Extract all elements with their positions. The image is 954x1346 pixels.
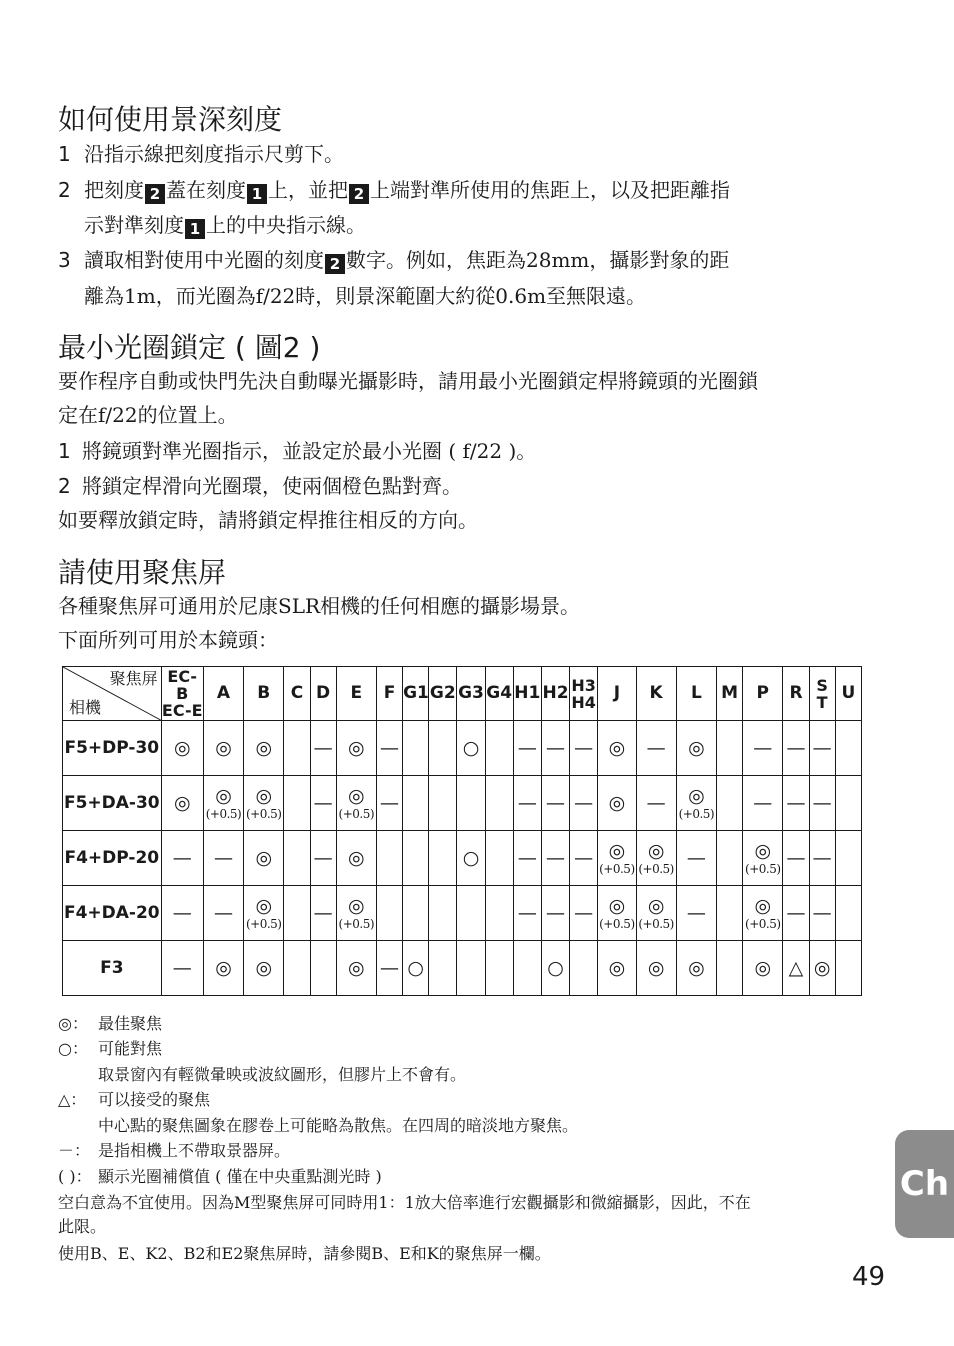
- column-header-label: H4: [571, 692, 596, 712]
- column-header: [457, 667, 485, 721]
- column-header-label: K: [649, 683, 663, 703]
- legend-text: 中心點的聚焦圖象在膠卷上可能略為散焦。在四周的暗淡地方聚焦。: [98, 1116, 579, 1135]
- compatibility-cell: [676, 776, 716, 831]
- compatibility-cell: [676, 886, 716, 941]
- compatibility-cell: [161, 721, 203, 776]
- table-row: [63, 886, 862, 941]
- compatibility-symbol: —: [812, 901, 832, 924]
- compatibility-cell: [676, 721, 716, 776]
- compatibility-symbol: ○: [547, 956, 564, 979]
- step-text-continued: 示對準刻度 1 上的中央指示線。: [84, 213, 366, 238]
- compatibility-symbol: ○: [462, 846, 480, 869]
- compatibility-cell: [336, 776, 376, 831]
- compatibility-cell: [403, 776, 429, 831]
- compatibility-symbol: ◎: [608, 736, 626, 759]
- table-row: [63, 831, 862, 886]
- compatibility-cell: [203, 886, 243, 941]
- column-header-label: G2: [429, 683, 456, 703]
- compatibility-symbol: —: [786, 846, 806, 869]
- compatibility-cell: [717, 721, 743, 776]
- compatibility-cell: [336, 721, 376, 776]
- column-header-label: S: [816, 675, 828, 695]
- compatibility-symbol: ◎: [608, 956, 626, 979]
- compatibility-cell: [513, 941, 541, 996]
- compatibility-cell: [835, 941, 861, 996]
- compatibility-cell: [457, 886, 485, 941]
- section-heading-min-aperture-lock: 最小光圈鎖定 ( 圖2 ): [58, 331, 321, 364]
- table-header-row: [63, 667, 862, 721]
- compatibility-cell: [161, 886, 203, 941]
- compatibility-cell: [284, 886, 310, 941]
- compatibility-symbol: —: [172, 901, 192, 924]
- section-heading-depth-of-field: 如何使用景深刻度: [58, 103, 283, 136]
- column-header: [783, 667, 809, 721]
- column-header-label: L: [690, 683, 702, 703]
- compatibility-cell: [676, 831, 716, 886]
- compatibility-cell: [598, 831, 636, 886]
- compatibility-cell: [485, 721, 513, 776]
- legend-symbol: ◎：: [58, 1014, 88, 1033]
- compatibility-symbol: ◎: [255, 736, 273, 759]
- compatibility-symbol: —: [646, 791, 666, 814]
- compatibility-cell: [284, 941, 310, 996]
- column-header-label: G3: [458, 683, 484, 703]
- compatibility-symbol: —: [812, 736, 832, 759]
- compatibility-symbol: ◎: [348, 894, 365, 917]
- compatibility-cell: [336, 831, 376, 886]
- step-text: 把刻度 2 蓋在刻度 1 上，並把 2 上端對準所使用的焦距上，以及把距離指: [84, 178, 730, 203]
- compatibility-symbol: —: [812, 791, 832, 814]
- column-header-label: A: [216, 683, 231, 703]
- step-number: 2: [58, 474, 71, 498]
- compatibility-cell: [809, 831, 835, 886]
- column-header: [203, 667, 243, 721]
- compatibility-symbol: —: [380, 956, 399, 979]
- aperture-compensation: (+0.5): [338, 916, 375, 931]
- scale-2-badge: 2: [325, 254, 345, 274]
- column-header: [598, 667, 636, 721]
- compatibility-cell: [376, 831, 402, 886]
- compatibility-symbol: —: [574, 901, 594, 924]
- compatibility-symbol: —: [213, 846, 233, 869]
- compatibility-cell: [485, 941, 513, 996]
- compatibility-symbol: ◎: [608, 791, 626, 814]
- compatibility-cell: [457, 941, 485, 996]
- compatibility-cell: [244, 941, 284, 996]
- column-header: [310, 667, 336, 721]
- aperture-compensation: (+0.5): [599, 861, 635, 876]
- compatibility-symbol: —: [546, 901, 565, 924]
- column-header-label: G1: [403, 683, 429, 703]
- compatibility-symbol: —: [517, 736, 537, 759]
- compatibility-symbol: —: [646, 736, 666, 759]
- compatibility-cell: [244, 721, 284, 776]
- aperture-compensation: (+0.5): [338, 806, 375, 821]
- compatibility-cell: [403, 886, 429, 941]
- column-header: [161, 667, 203, 721]
- legend-text: 最佳聚焦: [98, 1014, 163, 1033]
- compatibility-symbol: ○: [462, 736, 480, 759]
- compatibility-cell: [809, 721, 835, 776]
- compatibility-symbol: —: [172, 956, 192, 979]
- page-number: 49: [852, 1262, 886, 1292]
- compatibility-symbol: ◎: [754, 894, 772, 917]
- compatibility-symbol: ◎: [255, 846, 273, 869]
- compatibility-cell: [310, 721, 336, 776]
- column-header-label: H2: [542, 683, 569, 703]
- column-header-label: H1: [514, 683, 541, 703]
- compatibility-cell: [203, 941, 243, 996]
- paragraph: 定在f/22的位置上。: [58, 403, 238, 427]
- compatibility-cell: [203, 721, 243, 776]
- compatibility-cell: [541, 776, 569, 831]
- column-header: [743, 667, 783, 721]
- step-number: 2: [58, 178, 71, 202]
- compatibility-cell: [570, 776, 598, 831]
- compatibility-symbol: —: [517, 846, 537, 869]
- step-text: 將鏡頭對準光圈指示，並設定於最小光圈 ( f/22 )。: [82, 439, 537, 463]
- compatibility-symbol: ◎: [608, 894, 626, 917]
- compatibility-symbol: ◎: [348, 846, 365, 869]
- compatibility-cell: [161, 776, 203, 831]
- compatibility-cell: [457, 776, 485, 831]
- compatibility-cell: [457, 831, 485, 886]
- compatibility-symbol: —: [574, 846, 594, 869]
- compatibility-cell: [835, 831, 861, 886]
- compatibility-cell: [203, 831, 243, 886]
- compatibility-symbol: ◎: [255, 784, 273, 807]
- compatibility-cell: [717, 886, 743, 941]
- paragraph: 各種聚焦屏可通用於尼康SLR相機的任何相應的攝影場景。: [58, 594, 581, 618]
- compatibility-cell: [783, 831, 809, 886]
- column-header: [376, 667, 402, 721]
- compatibility-symbol: ◎: [348, 736, 365, 759]
- compatibility-cell: [743, 886, 783, 941]
- compatibility-symbol: —: [313, 736, 333, 759]
- compatibility-cell: [513, 831, 541, 886]
- compatibility-cell: [513, 721, 541, 776]
- paragraph: 下面所列可用於本鏡頭：: [58, 628, 278, 652]
- compatibility-cell: [429, 886, 457, 941]
- note-text: 使用B、E、K2、B2和E2聚焦屏時，請參閱B、E和K的聚焦屏一欄。: [58, 1244, 551, 1263]
- compatibility-symbol: ◎: [754, 956, 772, 979]
- focusing-screen-table: [62, 666, 862, 996]
- compatibility-cell: [783, 941, 809, 996]
- note-text: 此限。: [58, 1217, 107, 1236]
- paragraph: 如要釋放鎖定時，請將鎖定桿推往相反的方向。: [58, 508, 478, 532]
- paragraph: 要作程序自動或快門先決自動曝光攝影時，請用最小光圈鎖定桿將鏡頭的光圈鎖: [58, 369, 758, 393]
- compatibility-cell: [717, 776, 743, 831]
- aperture-compensation: (+0.5): [745, 916, 781, 931]
- compatibility-cell: [376, 776, 402, 831]
- compatibility-symbol: ◎: [647, 956, 665, 979]
- compatibility-symbol: ◎: [255, 956, 273, 979]
- compatibility-cell: [717, 941, 743, 996]
- step-text-continued: 離為1m，而光圈為f/22時，則景深範圍大約從0.6m至無限遠。: [84, 284, 647, 308]
- compatibility-cell: [598, 776, 636, 831]
- compatibility-cell: [636, 886, 676, 941]
- compatibility-cell: [783, 776, 809, 831]
- compatibility-cell: [403, 941, 429, 996]
- compatibility-symbol: ◎: [173, 736, 191, 759]
- compatibility-symbol: —: [313, 901, 333, 924]
- camera-name: F5+DA-30: [63, 776, 162, 831]
- column-header: [570, 667, 598, 721]
- compatibility-symbol: —: [574, 791, 594, 814]
- compatibility-cell: [513, 886, 541, 941]
- compatibility-symbol: —: [786, 901, 806, 924]
- compatibility-symbol: ◎: [348, 956, 365, 979]
- legend-text: 可能對焦: [98, 1039, 163, 1058]
- table-row: [63, 776, 862, 831]
- column-header: [636, 667, 676, 721]
- compatibility-symbol: ◎: [348, 784, 365, 807]
- aperture-compensation: (+0.5): [745, 861, 781, 876]
- compatibility-cell: [244, 886, 284, 941]
- compatibility-cell: [244, 776, 284, 831]
- column-header-label: U: [841, 683, 856, 703]
- compatibility-cell: [161, 831, 203, 886]
- compatibility-cell: [743, 721, 783, 776]
- aperture-compensation: (+0.5): [678, 806, 715, 821]
- compatibility-symbol: ◎: [215, 784, 232, 807]
- column-header-label: M: [721, 683, 739, 703]
- legend-symbol: ○：: [58, 1039, 88, 1058]
- aperture-compensation: (+0.5): [599, 916, 635, 931]
- compatibility-symbol: —: [546, 846, 565, 869]
- compatibility-cell: [403, 831, 429, 886]
- column-header-label: F: [383, 683, 396, 703]
- compatibility-cell: [717, 831, 743, 886]
- compatibility-cell: [161, 941, 203, 996]
- compatibility-cell: [743, 941, 783, 996]
- compatibility-cell: [336, 886, 376, 941]
- compatibility-symbol: ◎: [647, 839, 665, 862]
- compatibility-cell: [570, 721, 598, 776]
- compatibility-symbol: —: [574, 736, 594, 759]
- compatibility-symbol: ◎: [647, 894, 665, 917]
- compatibility-symbol: ◎: [813, 956, 831, 979]
- note-text: 空白意為不宜使用。因為M型聚焦屏可同時用1：1放大倍率進行宏觀攝影和微縮攝影，因此，不在: [58, 1193, 751, 1212]
- compatibility-cell: [485, 886, 513, 941]
- compatibility-cell: [541, 831, 569, 886]
- column-header: [403, 667, 429, 721]
- compatibility-cell: [284, 776, 310, 831]
- column-header: [244, 667, 284, 721]
- compatibility-cell: [541, 721, 569, 776]
- compatibility-symbol: ◎: [608, 839, 626, 862]
- column-header-label: R: [789, 683, 803, 703]
- compatibility-symbol: —: [753, 736, 773, 759]
- compatibility-symbol: ○: [407, 956, 424, 979]
- column-header: [835, 667, 861, 721]
- scale-2-badge: 2: [145, 184, 165, 204]
- compatibility-cell: [835, 721, 861, 776]
- column-header: [513, 667, 541, 721]
- aperture-compensation: (+0.5): [245, 916, 282, 931]
- compatibility-cell: [429, 941, 457, 996]
- compatibility-symbol: —: [380, 736, 399, 759]
- compatibility-cell: [809, 941, 835, 996]
- compatibility-symbol: ◎: [215, 956, 232, 979]
- compatibility-cell: [783, 886, 809, 941]
- table-row: [63, 941, 862, 996]
- corner-label-camera: 相機: [69, 698, 102, 717]
- compatibility-cell: [376, 941, 402, 996]
- step-number: 3: [58, 248, 71, 272]
- column-header-label: P: [756, 683, 770, 703]
- compatibility-symbol: —: [517, 791, 537, 814]
- compatibility-cell: [376, 886, 402, 941]
- column-header: [429, 667, 457, 721]
- compatibility-cell: [336, 941, 376, 996]
- compatibility-cell: [598, 941, 636, 996]
- legend-text: 顯示光圈補償值 ( 僅在中央重點測光時 ): [98, 1167, 382, 1186]
- compatibility-cell: [835, 886, 861, 941]
- column-header-label: EC-B: [167, 667, 198, 703]
- compatibility-symbol: —: [786, 736, 806, 759]
- column-header-label: J: [613, 683, 621, 703]
- compatibility-cell: [636, 941, 676, 996]
- compatibility-symbol: ◎: [688, 736, 705, 759]
- compatibility-cell: [310, 776, 336, 831]
- compatibility-symbol: —: [812, 846, 832, 869]
- compatibility-cell: [570, 831, 598, 886]
- step-text: 沿指示線把刻度指示尺剪下。: [84, 142, 344, 166]
- compatibility-cell: [376, 721, 402, 776]
- legend-text: 取景窗內有輕微暈映或波紋圖形，但膠片上不會有。: [98, 1065, 467, 1084]
- compatibility-symbol: —: [213, 901, 233, 924]
- column-header-label: E: [350, 683, 363, 703]
- column-header-label: D: [316, 683, 331, 703]
- compatibility-cell: [783, 721, 809, 776]
- compatibility-symbol: —: [753, 791, 773, 814]
- aperture-compensation: (+0.5): [245, 806, 282, 821]
- column-header: [809, 667, 835, 721]
- compatibility-cell: [570, 941, 598, 996]
- compatibility-cell: [835, 776, 861, 831]
- compatibility-cell: [636, 831, 676, 886]
- compatibility-symbol: ◎: [255, 894, 273, 917]
- legend-symbol: ( )：: [58, 1167, 92, 1186]
- compatibility-symbol: —: [786, 791, 806, 814]
- compatibility-cell: [310, 886, 336, 941]
- compatibility-cell: [429, 831, 457, 886]
- column-header-label: EC-E: [161, 701, 203, 720]
- column-header-label: G4: [486, 683, 513, 703]
- step-number: 1: [58, 142, 71, 166]
- compatibility-cell: [284, 831, 310, 886]
- section-heading-focusing-screens: 請使用聚焦屏: [58, 556, 227, 589]
- compatibility-cell: [541, 886, 569, 941]
- compatibility-cell: [636, 776, 676, 831]
- compatibility-cell: [457, 721, 485, 776]
- compatibility-cell: [743, 776, 783, 831]
- compatibility-cell: [310, 941, 336, 996]
- aperture-compensation: (+0.5): [638, 916, 674, 931]
- compatibility-symbol: —: [313, 846, 333, 869]
- compatibility-cell: [310, 831, 336, 886]
- compatibility-cell: [244, 831, 284, 886]
- compatibility-cell: [743, 831, 783, 886]
- legend-symbol: －：: [58, 1141, 91, 1160]
- compatibility-cell: [513, 776, 541, 831]
- compatibility-symbol: —: [380, 791, 399, 814]
- compatibility-cell: [809, 776, 835, 831]
- column-header-label: B: [257, 683, 271, 703]
- column-header: [284, 667, 310, 721]
- compatibility-symbol: ◎: [688, 784, 705, 807]
- compatibility-symbol: —: [313, 791, 333, 814]
- camera-name: F5+DP-30: [63, 721, 162, 776]
- compatibility-symbol: —: [686, 846, 706, 869]
- column-header: [541, 667, 569, 721]
- table-corner-cell: [63, 667, 162, 721]
- compatibility-cell: [485, 831, 513, 886]
- camera-name: F4+DP-20: [63, 831, 162, 886]
- legend-symbol: △：: [58, 1090, 87, 1109]
- compatibility-symbol: —: [172, 846, 192, 869]
- compatibility-cell: [403, 721, 429, 776]
- compatibility-symbol: —: [546, 791, 565, 814]
- compatibility-symbol: ◎: [688, 956, 705, 979]
- compatibility-cell: [636, 721, 676, 776]
- column-header-label: C: [290, 683, 304, 703]
- column-header: [336, 667, 376, 721]
- compatibility-cell: [541, 941, 569, 996]
- compatibility-cell: [676, 941, 716, 996]
- compatibility-symbol: —: [686, 901, 706, 924]
- legend-text: 可以接受的聚焦: [98, 1090, 211, 1109]
- compatibility-cell: [598, 721, 636, 776]
- language-tab: Ch: [895, 1130, 954, 1238]
- compatibility-symbol: ◎: [173, 791, 191, 814]
- legend-text: 是指相機上不帶取景器屏。: [98, 1141, 291, 1160]
- compatibility-symbol: ◎: [215, 736, 232, 759]
- camera-name: F4+DA-20: [63, 886, 162, 941]
- aperture-compensation: (+0.5): [205, 806, 242, 821]
- compatibility-symbol: —: [517, 901, 537, 924]
- compatibility-cell: [598, 886, 636, 941]
- step-number: 1: [58, 439, 71, 463]
- scale-2-badge: 2: [349, 184, 369, 204]
- column-header: [717, 667, 743, 721]
- compatibility-cell: [429, 776, 457, 831]
- compatibility-symbol: ◎: [754, 839, 772, 862]
- scale-1-badge: 1: [185, 219, 205, 239]
- camera-name: F3: [63, 941, 162, 996]
- compatibility-cell: [429, 721, 457, 776]
- compatibility-cell: [809, 886, 835, 941]
- compatibility-cell: [485, 776, 513, 831]
- compatibility-cell: [570, 886, 598, 941]
- column-header-label: H3: [571, 675, 596, 695]
- corner-label-screen: 聚焦屏: [109, 669, 158, 688]
- compatibility-symbol: △: [788, 956, 804, 979]
- step-text: 讀取相對使用中光圈的刻度 2 數字。例如，焦距為28mm，攝影對象的距: [84, 248, 730, 273]
- column-header: [485, 667, 513, 721]
- column-header-label: T: [816, 692, 828, 712]
- compatibility-symbol: —: [546, 736, 565, 759]
- column-header: [676, 667, 716, 721]
- compatibility-cell: [203, 776, 243, 831]
- table-row: [63, 721, 862, 776]
- compatibility-cell: [284, 721, 310, 776]
- aperture-compensation: (+0.5): [638, 861, 674, 876]
- scale-1-badge: 1: [247, 184, 267, 204]
- step-text: 將鎖定桿滑向光圈環，使兩個橙色點對齊。: [82, 474, 462, 498]
